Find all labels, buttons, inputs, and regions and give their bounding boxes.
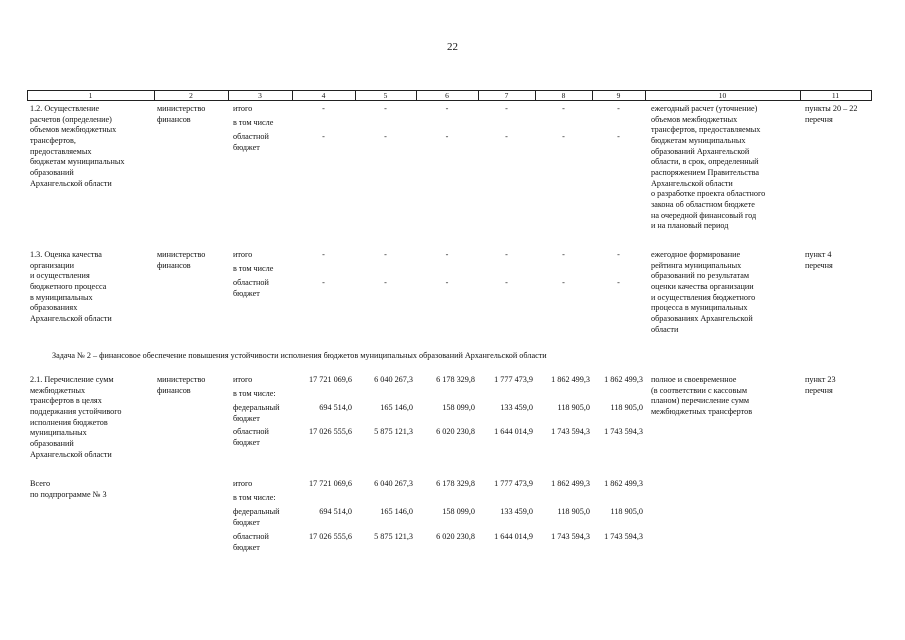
executor: министерство финансов: [157, 250, 206, 270]
funding-regional-label: областной бюджет: [233, 132, 269, 152]
value-cell: 1 777 473,9: [494, 479, 533, 488]
funding-federal-label: федеральный бюджет: [233, 403, 280, 423]
value-cell: 17 721 069,6: [309, 479, 352, 488]
value-cell: 1 644 014,9: [494, 532, 533, 541]
value-cell: 118 905,0: [557, 507, 590, 516]
funding-regional-label: областной бюджет: [233, 427, 269, 447]
value-cell: 1 743 594,3: [551, 532, 590, 541]
value-cell: 17 026 555,6: [309, 532, 352, 541]
value-cell: 1 743 594,3: [604, 532, 643, 541]
executor: министерство финансов: [157, 375, 206, 395]
value-cell: 5 875 121,3: [374, 532, 413, 541]
value-cell: -: [445, 104, 449, 113]
value-cell: 6 040 267,3: [374, 375, 413, 384]
reference: пункты 20 – 22 перечня: [805, 104, 858, 124]
column-header-4: 4: [321, 91, 326, 100]
value-cell: 6 178 329,8: [436, 375, 475, 384]
column-header-8: 8: [561, 91, 566, 100]
column-header-6: 6: [445, 91, 449, 100]
value-cell: 694 514,0: [319, 507, 352, 516]
value-cell: -: [617, 104, 620, 113]
column-header-10: 10: [718, 91, 727, 100]
funding-total-label: итого: [233, 250, 253, 259]
value-cell: -: [445, 132, 449, 141]
value-cell: 1 862 499,3: [551, 479, 590, 488]
column-header-2: 2: [189, 91, 193, 100]
value-cell: 1 743 594,3: [604, 427, 643, 436]
column-header-1: 1: [88, 91, 93, 100]
funding-regional-label: областной бюджет: [233, 278, 269, 298]
value-cell: 133 459,0: [500, 403, 533, 412]
activity-name: 1.2. Осуществление расчетов (определение) объемов межбюджетных трансфертов, предоставляемых бюджетам муниципальных образований Архангельской области: [30, 104, 125, 188]
subprogram-total-label: Всего по подпрограмме № 3: [30, 479, 107, 499]
executor: министерство финансов: [157, 104, 206, 124]
column-header-5: 5: [383, 91, 388, 100]
reference: пункт 23 перечня: [805, 375, 836, 395]
funding-including-label: в том числе: [233, 264, 274, 273]
value-cell: -: [617, 132, 620, 141]
value-cell: 1 777 473,9: [494, 375, 533, 384]
value-cell: 17 721 069,6: [309, 375, 352, 384]
value-cell: 6 040 267,3: [374, 479, 413, 488]
funding-including-label: в том числе:: [233, 493, 276, 502]
value-cell: 165 146,0: [380, 403, 413, 412]
value-cell: 694 514,0: [319, 403, 352, 412]
value-cell: 133 459,0: [500, 507, 533, 516]
value-cell: 6 178 329,8: [436, 479, 475, 488]
column-header-9: 9: [616, 91, 621, 100]
value-cell: -: [505, 278, 508, 287]
column-header-11: 11: [831, 91, 840, 100]
value-cell: -: [322, 250, 325, 259]
funding-total-label: итого: [233, 104, 253, 113]
value-cell: -: [384, 250, 387, 259]
value-cell: -: [505, 132, 508, 141]
task-heading: Задача № 2 – финансовое обеспечение повышения устойчивости исполнения бюджетов муниципальных образований Архангельской области: [52, 351, 547, 360]
funding-total-label: итого: [233, 375, 253, 384]
value-cell: 17 026 555,6: [309, 427, 352, 436]
value-cell: -: [322, 278, 325, 287]
value-cell: 6 020 230,8: [436, 532, 475, 541]
value-cell: -: [562, 278, 565, 287]
funding-including-label: в том числе:: [233, 389, 276, 398]
value-cell: -: [322, 132, 325, 141]
funding-total-label: итого: [233, 479, 253, 488]
value-cell: -: [445, 250, 449, 259]
value-cell: -: [322, 104, 325, 113]
page-number: 22: [447, 41, 458, 53]
value-cell: -: [617, 278, 620, 287]
value-cell: 158 099,0: [442, 403, 475, 412]
value-cell: -: [562, 132, 565, 141]
value-cell: 1 862 499,3: [604, 479, 643, 488]
value-cell: -: [617, 250, 620, 259]
column-header-7: 7: [504, 91, 509, 100]
activity-name: 1.3. Оценка качества организации и осуществления бюджетного процесса в муниципальных образованиях Архангельской области: [30, 250, 112, 323]
header-divider: [871, 91, 872, 101]
value-cell: -: [384, 104, 387, 113]
value-cell: 5 875 121,3: [374, 427, 413, 436]
value-cell: 118 905,0: [610, 507, 643, 516]
value-cell: 1 644 014,9: [494, 427, 533, 436]
value-cell: 165 146,0: [380, 507, 413, 516]
value-cell: -: [384, 278, 387, 287]
value-cell: -: [562, 250, 565, 259]
value-cell: 118 905,0: [557, 403, 590, 412]
value-cell: 1 862 499,3: [551, 375, 590, 384]
value-cell: 1 862 499,3: [604, 375, 643, 384]
value-cell: 6 020 230,8: [436, 427, 475, 436]
value-cell: -: [505, 250, 508, 259]
expected-result: ежегодный расчет (уточнение) объемов межбюджетных трансфертов, предоставляемых бюджетам муниципальных образований Архангельской области, в срок, определенный распоряжением Правительства Архангельской области о разработке проекта областного закона об областном бюджете на очередной финансовый год и на плановый период: [651, 104, 766, 231]
activity-name: 2.1. Перечисление сумм межбюджетных трансфертов в целях поддержания устойчивого исполнения бюджетов муниципальных образований Архангельской области: [30, 375, 122, 459]
expected-result: полное и своевременное (в соответствии с кассовым планом) перечисление сумм межбюджетных трансфертов: [651, 375, 753, 416]
value-cell: -: [384, 132, 387, 141]
value-cell: -: [562, 104, 565, 113]
value-cell: 158 099,0: [442, 507, 475, 516]
reference: пункт 4 перечня: [805, 250, 833, 270]
funding-regional-label: областной бюджет: [233, 532, 269, 552]
expected-result: ежегодное формирование рейтинга муниципальных образований по результатам оценки качества организации и осуществления бюджетного процесса в муниципальных образованиях Архангельской области: [651, 250, 756, 334]
value-cell: 118 905,0: [610, 403, 643, 412]
funding-federal-label: федеральный бюджет: [233, 507, 280, 527]
value-cell: -: [505, 104, 508, 113]
value-cell: 1 743 594,3: [551, 427, 590, 436]
funding-including-label: в том числе: [233, 118, 274, 127]
value-cell: -: [445, 278, 449, 287]
column-header-3: 3: [258, 91, 262, 100]
